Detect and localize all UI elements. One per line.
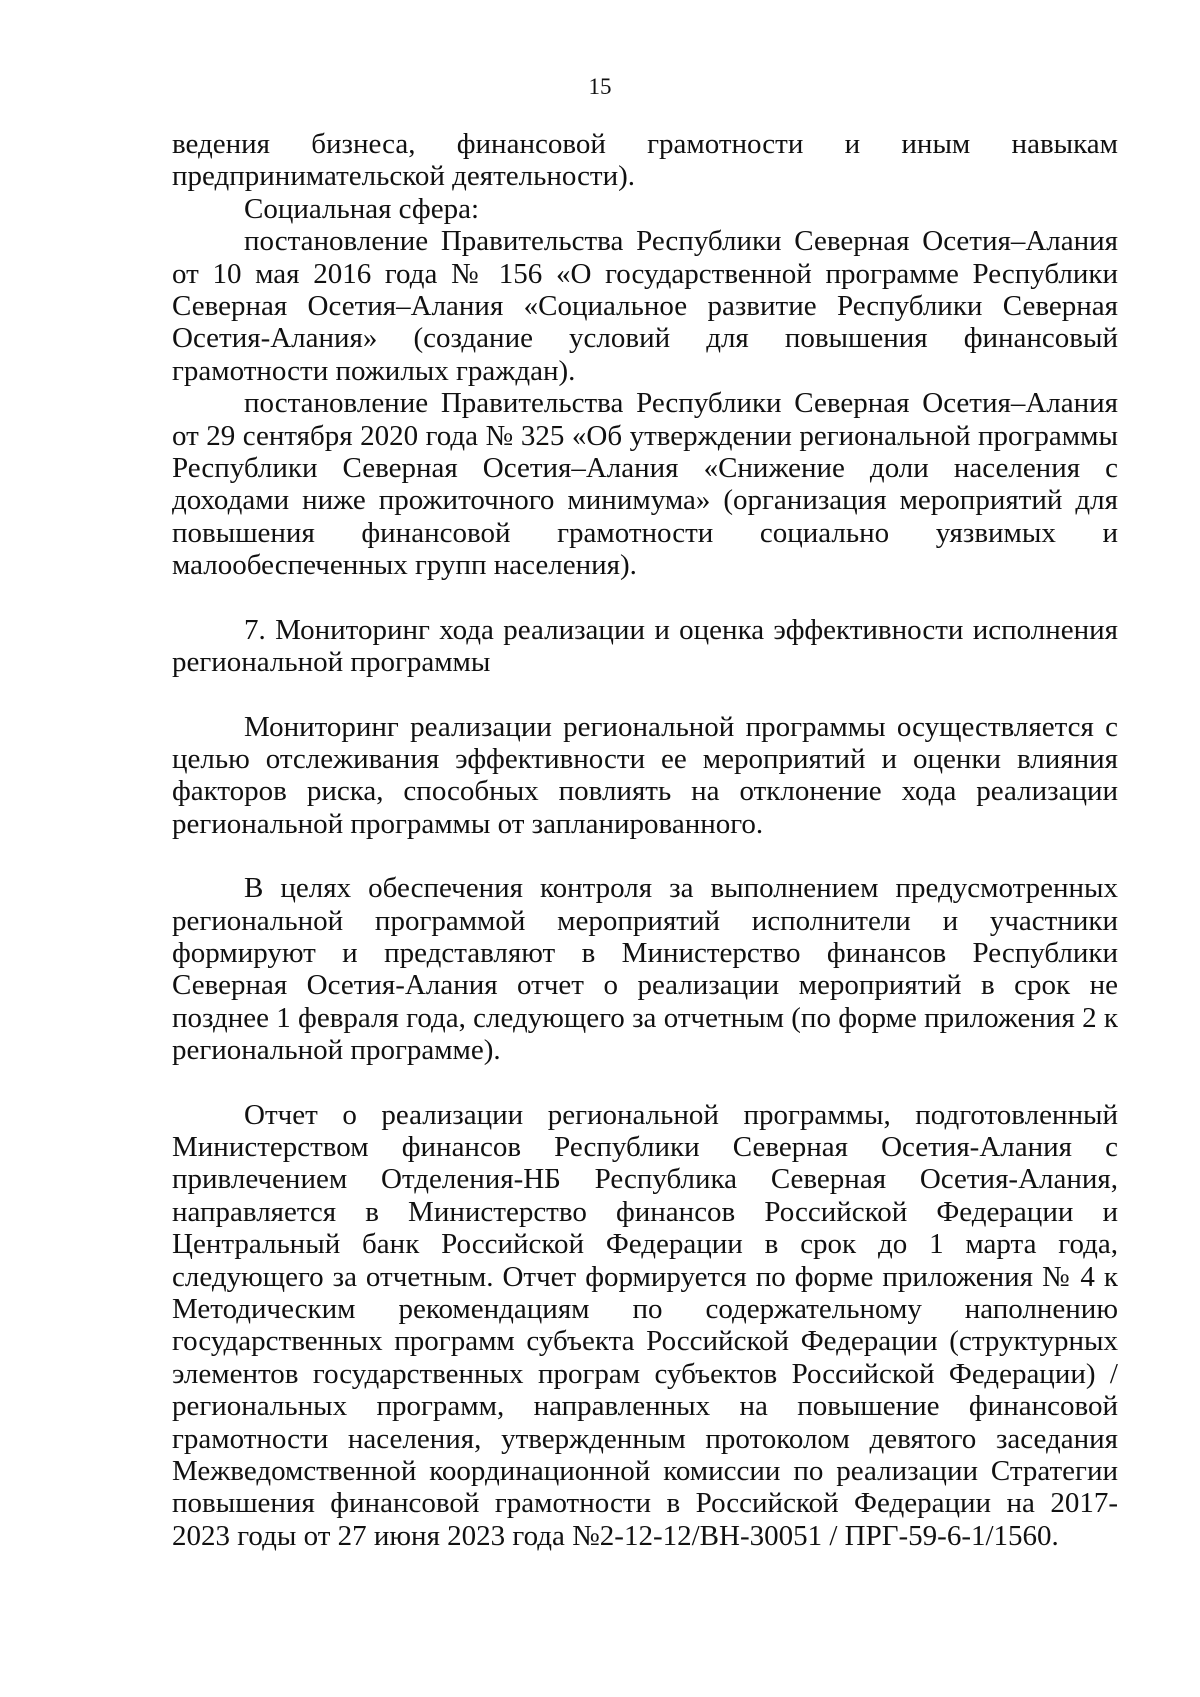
paragraph-resolution-325: постановление Правительства Республики Северная Осетия–Алания от 29 сентября 2020 года № 325 «Об утверждении региональной программы Республики Северная Осетия–Алания «Снижение доли населения с доходами ниже прожиточного минимума» (организация мероприятий для повышения финансовой грамотности социально уязвимых и малообеспеченных групп населения). — [172, 387, 1118, 582]
paragraph-control: В целях обеспечения контроля за выполнением предусмотренных региональной программой мероприятий исполнители и участники формируют и представляют в Министерство финансов Республики Северная Осетия-Алания отчет о реализации мероприятий в срок не позднее 1 февраля года, следующего за отчетным (по форме приложения 2 к региональной программе). — [172, 872, 1118, 1067]
paragraph-social-sphere-heading: Социальная сфера: — [244, 192, 480, 225]
paragraph-monitoring: Мониторинг реализации региональной программы осуществляется с целью отслеживания эффективности ее мероприятий и оценки влияния факторов риска, способных повлиять на отклонение хода реализации региональной программы от запланированного. — [172, 710, 1118, 840]
paragraph-resolution-156: постановление Правительства Республики Северная Осетия–Алания от 10 мая 2016 года № 156 «О государственной программе Республики Северная Осетия–Алания «Социальное развитие Республики Северная Осетия-Алания» (создание условий для повышения финансовый грамотности пожилых граждан). — [172, 225, 1118, 387]
paragraph-continuation: ведения бизнеса, финансовой грамотности и иным навыкам предпринимательской деятельности). — [172, 128, 1118, 193]
paragraph-report: Отчет о реализации региональной программы, подготовленный Министерством финансов Республики Северная Осетия-Алания с привлечением Отделения-НБ Республика Северная Осетия-Алания, направляется в Министерство финансов Российской Федерации и Центральный банк Российской Федерации в срок до 1 марта года, следующего за отчетным. Отчет формируется по форме приложения № 4 к Методическим рекомендациям по содержательному наполнению государственных программ субъекта Российской Федерации (структурных элементов государственных програм субъектов Российской Федерации) / региональных программ, направленных на повышение финансовой грамотности населения, утвержденным протоколом девятого заседания Межведомственной координационной комиссии по реализации Стратегии повышения финансовой грамотности в Российской Федерации на 2017-2023 годы от 27 июня 2023 года №2-12-12/ВН-30051 / ПРГ-59-6-1/1560. — [172, 1098, 1118, 1552]
document-body — [172, 128, 1118, 1552]
section-heading-monitoring: 7. Мониторинг хода реализации и оценка эффективности исполнения региональной программы — [172, 613, 1118, 679]
page-number: 15 — [588, 74, 612, 99]
